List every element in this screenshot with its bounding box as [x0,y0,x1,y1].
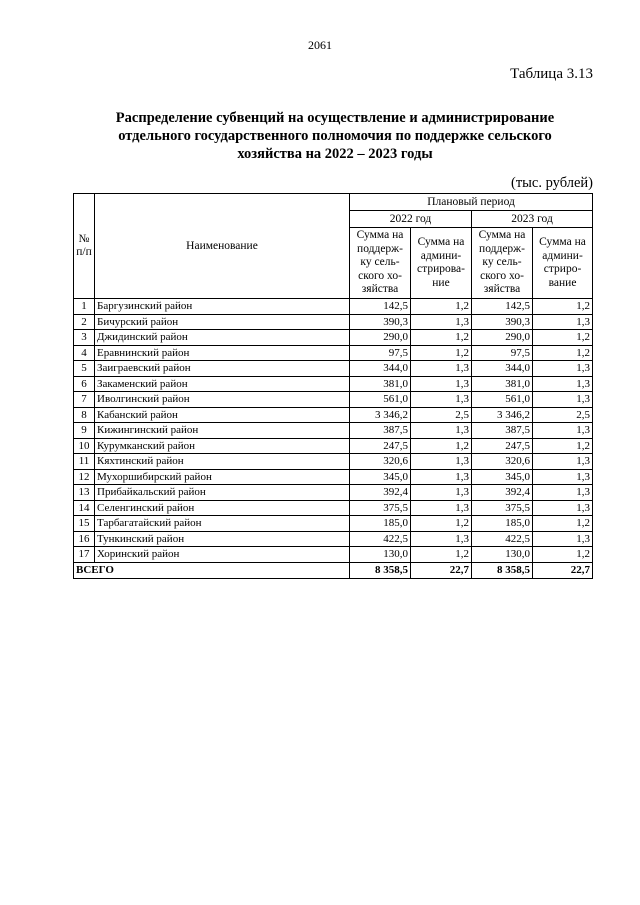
table-row [74,454,593,470]
table-row [74,314,593,330]
district-name: Тарбагатайский район [95,516,350,532]
table-row [74,485,593,501]
admin-2023: 1,3 [533,469,593,485]
admin-2023: 1,3 [533,314,593,330]
admin-2022: 1,2 [411,438,472,454]
district-name: Курумканский район [95,438,350,454]
subsidy-table [73,193,593,579]
support-2023: 375,5 [472,500,533,516]
header-year-2023: 2023 год [472,211,593,228]
header-support-2022: Сумма на поддерж- ку сель- ского хо- зяйства [350,228,411,299]
support-2022: 142,5 [350,299,411,315]
document-title [90,109,580,163]
header-support-2023: Сумма на поддерж- ку сель- ского хо- зяйства [472,228,533,299]
support-2023: 290,0 [472,330,533,346]
table-row [74,407,593,423]
admin-2022: 1,2 [411,330,472,346]
admin-2023: 1,3 [533,454,593,470]
support-2022: 97,5 [350,345,411,361]
support-2023: 390,3 [472,314,533,330]
support-2023: 185,0 [472,516,533,532]
support-2023: 3 346,2 [472,407,533,423]
support-2022: 375,5 [350,500,411,516]
district-name: Мухоршибирский район [95,469,350,485]
admin-2023: 1,3 [533,485,593,501]
row-number: 17 [74,547,95,563]
title-line-1: Распределение субвенций на осуществление и администрирование [115,110,555,126]
table-body [74,299,593,563]
district-name: Джидинский район [95,330,350,346]
header-period: Плановый период [350,194,593,211]
table-label: Таблица 3.13 [510,66,593,82]
support-2022: 390,3 [350,314,411,330]
title-line-3: хозяйства на 2022 – 2023 годы [237,146,433,162]
support-2023: 130,0 [472,547,533,563]
table-row [74,531,593,547]
admin-2022: 1,2 [411,547,472,563]
support-2023: 392,4 [472,485,533,501]
admin-2023: 1,2 [533,330,593,346]
support-2023: 97,5 [472,345,533,361]
admin-2023: 1,3 [533,361,593,377]
title-line-2: отдельного государственного полномочия по поддержке сельского [118,128,552,144]
admin-2022: 1,2 [411,299,472,315]
support-2022: 422,5 [350,531,411,547]
admin-2023: 1,3 [533,531,593,547]
admin-2022: 1,2 [411,516,472,532]
units-label: (тыс. рублей) [511,175,593,191]
header-year-2022: 2022 год [350,211,472,228]
row-number: 7 [74,392,95,408]
admin-2023: 1,2 [533,547,593,563]
admin-2022: 1,2 [411,345,472,361]
support-2023: 381,0 [472,376,533,392]
support-2022: 345,0 [350,469,411,485]
district-name: Бичурский район [95,314,350,330]
total-label: ВСЕГО [74,562,350,578]
district-name: Кижингинский район [95,423,350,439]
support-2022: 130,0 [350,547,411,563]
district-name: Тункинский район [95,531,350,547]
admin-2022: 1,3 [411,392,472,408]
support-2023: 422,5 [472,531,533,547]
row-number: 4 [74,345,95,361]
district-name: Закаменский район [95,376,350,392]
admin-2023: 1,2 [533,299,593,315]
row-number: 8 [74,407,95,423]
row-number: 5 [74,361,95,377]
header-admin-2023: Сумма на админи- стриро- вание [533,228,593,299]
row-number: 6 [74,376,95,392]
row-number: 9 [74,423,95,439]
support-2023: 387,5 [472,423,533,439]
row-number: 1 [74,299,95,315]
admin-2022: 1,3 [411,485,472,501]
admin-2022: 1,3 [411,531,472,547]
district-name: Селенгинский район [95,500,350,516]
district-name: Заиграевский район [95,361,350,377]
admin-2022: 1,3 [411,361,472,377]
admin-2023: 1,2 [533,516,593,532]
support-2022: 247,5 [350,438,411,454]
row-number: 13 [74,485,95,501]
admin-2022: 2,5 [411,407,472,423]
admin-2022: 1,3 [411,500,472,516]
support-2023: 320,6 [472,454,533,470]
admin-2022: 1,3 [411,469,472,485]
district-name: Кабанский район [95,407,350,423]
admin-2023: 1,2 [533,345,593,361]
row-number: 3 [74,330,95,346]
admin-2023: 1,3 [533,500,593,516]
support-2022: 387,5 [350,423,411,439]
row-number: 12 [74,469,95,485]
support-2022: 381,0 [350,376,411,392]
admin-2022: 1,3 [411,454,472,470]
admin-2023: 1,3 [533,376,593,392]
table-row [74,500,593,516]
support-2023: 344,0 [472,361,533,377]
support-2022: 561,0 [350,392,411,408]
table-row [74,345,593,361]
support-2022: 320,6 [350,454,411,470]
support-2022: 3 346,2 [350,407,411,423]
support-2022: 185,0 [350,516,411,532]
header-admin-2022: Сумма на админи- стрирова- ние [411,228,472,299]
header-name: Наименование [95,194,350,299]
row-number: 15 [74,516,95,532]
header-num: № п/п [74,194,95,299]
support-2023: 247,5 [472,438,533,454]
table-row [74,469,593,485]
table-row [74,376,593,392]
admin-2023: 1,3 [533,423,593,439]
total-row [74,562,593,578]
table-row [74,299,593,315]
row-number: 16 [74,531,95,547]
admin-2023: 1,3 [533,392,593,408]
table-row [74,516,593,532]
district-name: Хоринский район [95,547,350,563]
support-2023: 345,0 [472,469,533,485]
admin-2022: 1,3 [411,423,472,439]
total-admin-2022: 22,7 [411,562,472,578]
row-number: 11 [74,454,95,470]
district-name: Баргузинский район [95,299,350,315]
table-row [74,547,593,563]
table-row [74,423,593,439]
row-number: 10 [74,438,95,454]
row-number: 14 [74,500,95,516]
admin-2022: 1,3 [411,376,472,392]
table-row [74,330,593,346]
support-2022: 392,4 [350,485,411,501]
total-support-2023: 8 358,5 [472,562,533,578]
district-name: Прибайкальский район [95,485,350,501]
support-2022: 344,0 [350,361,411,377]
row-number: 2 [74,314,95,330]
table-row [74,361,593,377]
admin-2023: 1,2 [533,438,593,454]
support-2023: 142,5 [472,299,533,315]
admin-2022: 1,3 [411,314,472,330]
page-number: 2061 [308,38,332,52]
table-row [74,392,593,408]
district-name: Кяхтинский район [95,454,350,470]
table-row [74,438,593,454]
support-2023: 561,0 [472,392,533,408]
admin-2023: 2,5 [533,407,593,423]
district-name: Еравнинский район [95,345,350,361]
total-support-2022: 8 358,5 [350,562,411,578]
support-2022: 290,0 [350,330,411,346]
total-admin-2023: 22,7 [533,562,593,578]
district-name: Иволгинский район [95,392,350,408]
